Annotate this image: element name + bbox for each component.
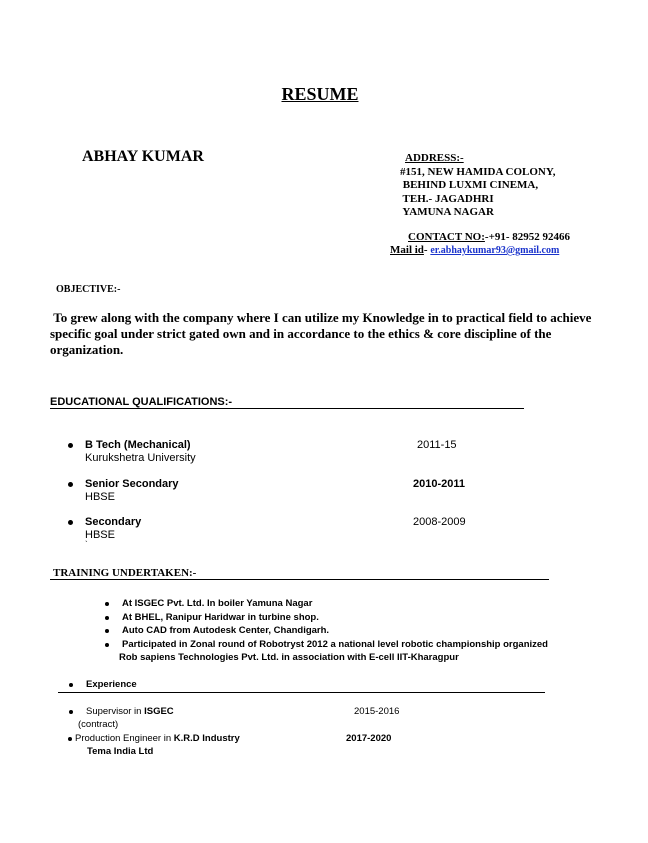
address-block xyxy=(390,152,570,258)
education-item xyxy=(85,478,179,504)
address-line: BEHIND LUXMI CINEMA, xyxy=(400,179,539,191)
training-item: At ISGEC Pvt. Ltd. In boiler Yamuna Nagar xyxy=(104,597,574,611)
education-item xyxy=(85,516,141,548)
training-item: Auto CAD from Autodesk Center, Chandigarh. xyxy=(104,624,574,638)
mail-label: Mail id xyxy=(390,244,424,256)
bullet-icon xyxy=(105,602,109,606)
experience-years: 2017-2020 xyxy=(346,733,392,744)
bullet-icon xyxy=(68,443,73,448)
address-line: #151, NEW HAMIDA COLONY, xyxy=(400,165,556,178)
contact-label: CONTACT NO: xyxy=(408,230,485,243)
bullet-icon xyxy=(68,737,72,741)
degree: B Tech (Mechanical) xyxy=(85,439,191,451)
address-line: YAMUNA NAGAR xyxy=(400,206,494,218)
education-heading: EDUCATIONAL QUALIFICATIONS:- xyxy=(50,396,233,408)
contact-number xyxy=(390,231,570,245)
bullet-icon xyxy=(68,482,73,487)
stray-mark: ` xyxy=(85,540,88,549)
degree: Secondary xyxy=(85,516,142,528)
education-years: 2008-2009 xyxy=(413,516,466,528)
bullet-icon xyxy=(105,629,109,633)
contact-value: -+91- 82952 92466 xyxy=(484,230,571,243)
institution: HBSE xyxy=(85,529,115,541)
bullet-icon xyxy=(105,643,109,647)
education-item xyxy=(85,439,196,465)
degree: Senior Secondary xyxy=(85,478,179,490)
experience-heading: Experience xyxy=(86,679,137,690)
experience-item: Production Engineer in K.R.D Industry xyxy=(75,733,240,744)
bullet-icon xyxy=(69,683,73,687)
experience-sub: Tema India Ltd xyxy=(87,746,154,757)
mail-separator: - xyxy=(423,244,431,256)
training-divider xyxy=(50,579,549,580)
training-item: At BHEL, Ranipur Haridwar in turbine shop. xyxy=(104,611,574,625)
address-label: ADDRESS:- xyxy=(405,152,464,164)
training-continuation: Rob sapiens Technologies Pvt. Ltd. in association with E-cell IIT-Kharagpur xyxy=(119,652,459,663)
bullet-icon xyxy=(69,710,73,714)
training-item: Participated in Zonal round of Robotryst 2012 a national level robotic championship organized xyxy=(104,638,574,652)
experience-divider xyxy=(58,692,545,693)
institution: HBSE xyxy=(85,491,115,503)
experience-sub: (contract) xyxy=(78,719,119,730)
training-list xyxy=(104,597,574,665)
bullet-icon xyxy=(68,520,73,525)
education-years: 2010-2011 xyxy=(413,478,465,490)
objective-heading: OBJECTIVE:- xyxy=(56,284,121,295)
address-line: TEH.- JAGADHRI xyxy=(400,192,494,205)
email-link[interactable]: er.abhaykumar93@gmail.com xyxy=(430,245,560,256)
bullet-icon xyxy=(105,616,109,620)
experience-item: Supervisor in ISGEC xyxy=(86,706,174,717)
mail-row xyxy=(390,244,570,258)
training-heading: TRAINING UNDERTAKEN:- xyxy=(53,567,197,579)
institution: Kurukshetra University xyxy=(85,452,196,464)
page-title: RESUME xyxy=(281,84,359,104)
education-years: 2011-15 xyxy=(417,439,457,451)
education-divider xyxy=(50,408,524,409)
objective-body: To grew along with the company where I can utilize my Knowledge in to practical field to achieve specific goal under strict gated own and in accordance to the ethics & core discipline of the organization. xyxy=(50,310,592,357)
candidate-name: ABHAY KUMAR xyxy=(82,148,204,165)
experience-years: 2015-2016 xyxy=(354,706,400,717)
objective-text xyxy=(50,310,610,358)
